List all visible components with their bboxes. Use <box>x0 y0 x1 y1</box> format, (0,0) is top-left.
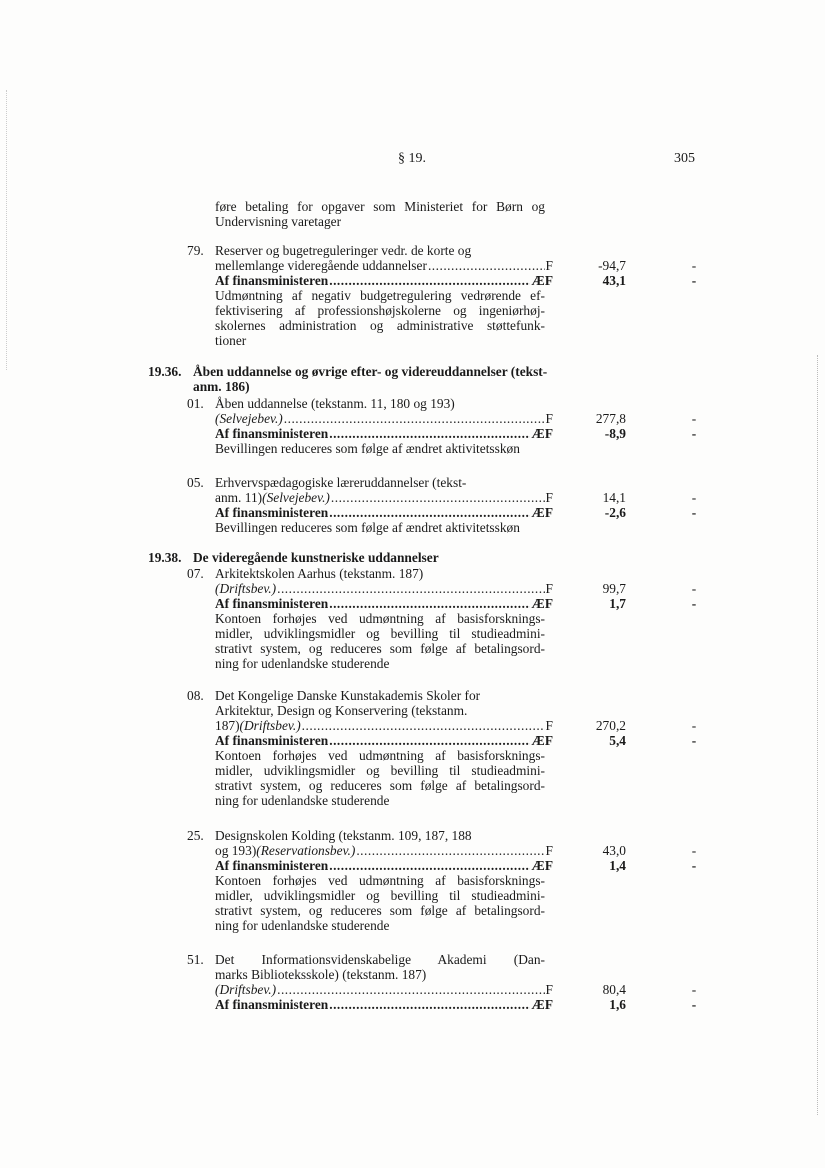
item-title: Reserver og bugetreguleringer vedr. de korte og <box>215 243 472 258</box>
amount: 99,7 <box>602 581 626 596</box>
page-number: 305 <box>674 151 695 166</box>
item-number: 79. <box>187 243 204 258</box>
item-number: 05. <box>187 475 204 490</box>
note-line: Udmøntning af negativ budgetregulering vedrørende ef- <box>215 288 545 303</box>
note-line: midler, udviklingsmidler og bevilling til studieadmini- <box>215 763 545 778</box>
fin-line <box>215 858 553 873</box>
note-line: strativt system, og reduceres som følge af betalingsord- <box>215 778 545 793</box>
item-number: 51. <box>187 952 204 967</box>
fin-label: Af finansministeren <box>215 273 329 288</box>
fin-line <box>215 273 553 288</box>
appropriation-type: (Selvejebev.) <box>262 490 330 505</box>
note-line: midler, udviklingsmidler og bevilling til studieadmini- <box>215 888 545 903</box>
amount-2: - <box>691 982 697 997</box>
section-title: Åben uddannelse og øvrige efter- og videreuddannelser (tekst- <box>193 364 548 379</box>
section-title: anm. 186) <box>193 379 250 394</box>
account-code: F <box>545 982 553 997</box>
item-title: Åben uddannelse (tekstanm. 11, 180 og 193) <box>215 396 455 411</box>
fin-code: ÆF <box>531 505 553 520</box>
item-title: marks Biblioteksskole) (tekstanm. 187) <box>215 967 427 982</box>
section-number: 19.36. <box>148 364 182 379</box>
note-line: Kontoen forhøjes ved udmøntning af basisforsknings- <box>215 748 545 763</box>
scan-edge-left <box>6 90 8 370</box>
fin-amount-2: - <box>691 997 697 1012</box>
fin-amount-2: - <box>691 505 697 520</box>
note-line: ning for udenlandske studerende <box>215 656 390 671</box>
fin-amount: -2,6 <box>604 505 626 520</box>
fin-line <box>215 505 553 520</box>
section-number: 19.38. <box>148 550 182 565</box>
lead-text: anm. 11) <box>215 490 263 505</box>
amount: 14,1 <box>602 490 626 505</box>
lead-text: og 193) <box>215 843 257 858</box>
appropriation-type: (Reservationsbev.) <box>256 843 356 858</box>
amount-2: - <box>691 843 697 858</box>
fin-amount: 1,4 <box>609 858 626 873</box>
fin-line <box>215 733 553 748</box>
item-lead-line <box>215 581 553 596</box>
item-lead-line <box>215 843 553 858</box>
appropriation-type: (Driftsbev.) <box>239 718 301 733</box>
account-code: F <box>545 490 553 505</box>
fin-amount: 1,6 <box>609 997 626 1012</box>
fin-code: ÆF <box>531 596 553 611</box>
item-title: Designskolen Kolding (tekstanm. 109, 187, 188 <box>215 828 472 843</box>
item-lead-line <box>215 258 553 273</box>
item-title: Det Informationsvidenskabelige Akademi (Dan- <box>215 952 545 967</box>
note-line: ning for udenlandske studerende <box>215 793 390 808</box>
section-title: De videregående kunstneriske uddannelser <box>193 550 439 565</box>
intro-line: Undervisning varetager <box>215 214 342 229</box>
fin-code: ÆF <box>531 733 553 748</box>
amount-2: - <box>691 258 697 273</box>
item-number: 01. <box>187 396 204 411</box>
lead-text: mellemlange videregående uddannelser <box>215 258 427 273</box>
fin-label: Af finansministeren <box>215 733 329 748</box>
appropriation-type: (Selvejebev.) <box>215 411 283 426</box>
amount-2: - <box>691 411 697 426</box>
fin-amount: 43,1 <box>602 273 626 288</box>
item-title: Erhvervspædagogiske læreruddannelser (tekst- <box>215 475 467 490</box>
fin-code: ÆF <box>531 426 553 441</box>
amount: 80,4 <box>602 982 626 997</box>
amount: -94,7 <box>598 258 626 273</box>
fin-amount-2: - <box>691 273 697 288</box>
note-line: skolernes administration og administrative støttefunk- <box>215 318 545 333</box>
item-title: Arkitektskolen Aarhus (tekstanm. 187) <box>215 566 424 581</box>
item-number: 08. <box>187 688 204 703</box>
fin-amount-2: - <box>691 426 697 441</box>
fin-label: Af finansministeren <box>215 505 329 520</box>
amount: 277,8 <box>595 411 626 426</box>
amount: 43,0 <box>602 843 626 858</box>
fin-amount-2: - <box>691 733 697 748</box>
account-code: F <box>545 843 553 858</box>
fin-amount: 5,4 <box>609 733 626 748</box>
fin-code: ÆF <box>531 273 553 288</box>
account-code: F <box>545 718 553 733</box>
note-line: ning for udenlandske studerende <box>215 918 390 933</box>
fin-line <box>215 997 553 1012</box>
item-lead-line <box>215 982 553 997</box>
fin-label: Af finansministeren <box>215 426 329 441</box>
appropriation-type: (Driftsbev.) <box>215 982 277 997</box>
item-number: 07. <box>187 566 204 581</box>
fin-label: Af finansministeren <box>215 596 329 611</box>
fin-amount-2: - <box>691 596 697 611</box>
lead-text: 187) <box>215 718 240 733</box>
amount-2: - <box>691 581 697 596</box>
intro-line: føre betaling for opgaver som Ministeriet for Børn og <box>215 199 545 214</box>
note-line: Bevillingen reduceres som følge af ændret aktivitetsskøn <box>215 520 520 535</box>
fin-line <box>215 426 553 441</box>
item-title: Det Kongelige Danske Kunstakademis Skoler for <box>215 688 481 703</box>
note-line: Kontoen forhøjes ved udmøntning af basisforsknings- <box>215 611 545 626</box>
note-line: fektivisering af professionshøjskolerne og ingeniørhøj- <box>215 303 545 318</box>
note-line: Bevillingen reduceres som følge af ændret aktivitetsskøn <box>215 441 520 456</box>
fin-amount: -8,9 <box>604 426 626 441</box>
fin-amount-2: - <box>691 858 697 873</box>
note-line: tioner <box>215 333 247 348</box>
item-title: Arkitektur, Design og Konservering (tekstanm. <box>215 703 468 718</box>
note-line: strativt system, og reduceres som følge af betalingsord- <box>215 903 545 918</box>
item-lead-line <box>215 490 553 505</box>
amount-2: - <box>691 490 697 505</box>
section-header: § 19. <box>398 151 426 166</box>
account-code: F <box>545 411 553 426</box>
note-line: midler, udviklingsmidler og bevilling til studieadmini- <box>215 626 545 641</box>
fin-code: ÆF <box>531 858 553 873</box>
account-code: F <box>545 258 553 273</box>
account-code: F <box>545 581 553 596</box>
item-lead-line <box>215 411 553 426</box>
fin-line <box>215 596 553 611</box>
fin-amount: 1,7 <box>609 596 626 611</box>
fin-label: Af finansministeren <box>215 997 329 1012</box>
scan-edge-right <box>816 355 818 1115</box>
fin-label: Af finansministeren <box>215 858 329 873</box>
fin-code: ÆF <box>531 997 553 1012</box>
amount: 270,2 <box>595 718 626 733</box>
note-line: strativt system, og reduceres som følge af betalingsord- <box>215 641 545 656</box>
item-number: 25. <box>187 828 204 843</box>
appropriation-type: (Driftsbev.) <box>215 581 277 596</box>
note-line: Kontoen forhøjes ved udmøntning af basisforsknings- <box>215 873 545 888</box>
item-lead-line <box>215 718 553 733</box>
amount-2: - <box>691 718 697 733</box>
